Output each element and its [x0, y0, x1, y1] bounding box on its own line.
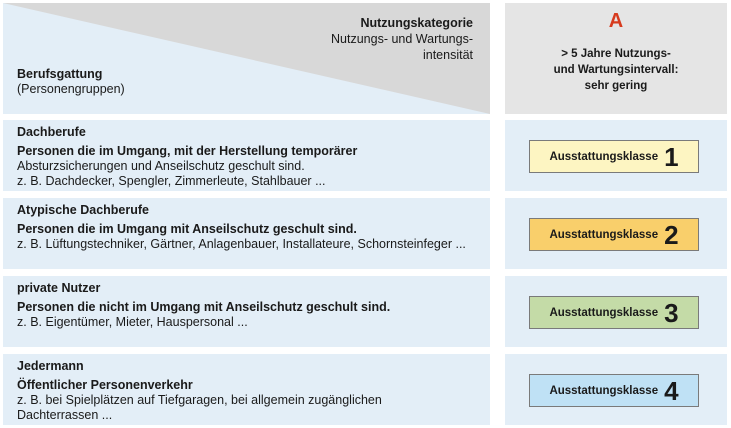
row-line: z. B. bei Spielplätzen auf Tiefgaragen, bei allgemein zugänglichen	[17, 393, 382, 407]
class-badge-3	[529, 296, 699, 329]
row-class-cell	[505, 354, 727, 425]
row-line: Dachterrassen ...	[17, 408, 113, 422]
interval-line-3: sehr gering	[584, 80, 648, 92]
row-description: Personen die im Umgang mit Anseilschutz geschult sind.	[17, 222, 357, 236]
row-description: Öffentlicher Personenverkehr	[17, 378, 193, 392]
row-atypische-dachberufe	[3, 198, 490, 269]
row-line: z. B. Eigentümer, Mieter, Hauspersonal ...	[17, 315, 248, 329]
header-category-panel	[3, 3, 490, 114]
category-letter: A	[608, 10, 624, 32]
row-group: private Nutzer	[17, 281, 101, 295]
interval-text	[505, 46, 727, 94]
row-class-cell	[505, 120, 727, 191]
class-number: 1	[664, 141, 679, 172]
occupation-label: Berufsgattung	[17, 67, 103, 81]
row-line: Absturzsicherungen und Anseilschutz geschult sind.	[17, 159, 305, 173]
row-line: z. B. Lüftungstechniker, Gärtner, Anlagenbauer, Installateure, Schornsteinfeger ...	[17, 237, 466, 251]
intensity-line-2: intensität	[422, 48, 473, 62]
row-dachberufe	[3, 120, 490, 191]
class-label: Ausstattungsklasse	[549, 150, 659, 163]
class-badge-4	[529, 374, 699, 407]
occupation-heading	[17, 67, 125, 97]
row-class-cell	[505, 276, 727, 347]
row-description: Personen die nicht im Umgang mit Anseilschutz geschult sind.	[17, 300, 391, 314]
class-number: 4	[664, 375, 679, 406]
row-group: Dachberufe	[17, 125, 86, 139]
category-label: Nutzungskategorie	[360, 16, 473, 30]
row-group: Atypische Dachberufe	[17, 203, 149, 217]
row-group: Jedermann	[17, 359, 84, 373]
category-a-header	[505, 3, 727, 114]
class-badge-2	[529, 218, 699, 251]
interval-line-1: > 5 Jahre Nutzungs-	[561, 48, 671, 60]
row-line: z. B. Dachdecker, Spengler, Zimmerleute, Stahlbauer ...	[17, 174, 326, 188]
class-label: Ausstattungsklasse	[549, 384, 659, 397]
intensity-line-1: Nutzungs- und Wartungs-	[331, 32, 473, 46]
row-jedermann	[3, 354, 490, 425]
class-label: Ausstattungsklasse	[549, 228, 659, 241]
interval-line-2: und Wartungsintervall:	[553, 64, 679, 76]
class-number: 3	[664, 297, 679, 328]
category-heading	[331, 15, 473, 63]
class-number: 2	[664, 219, 679, 250]
row-class-cell	[505, 198, 727, 269]
row-private-nutzer	[3, 276, 490, 347]
class-label: Ausstattungsklasse	[549, 306, 659, 319]
class-badge-1	[529, 140, 699, 173]
row-description: Personen die im Umgang, mit der Herstellung temporärer	[17, 144, 358, 158]
occupation-sub: (Personengruppen)	[17, 82, 125, 96]
